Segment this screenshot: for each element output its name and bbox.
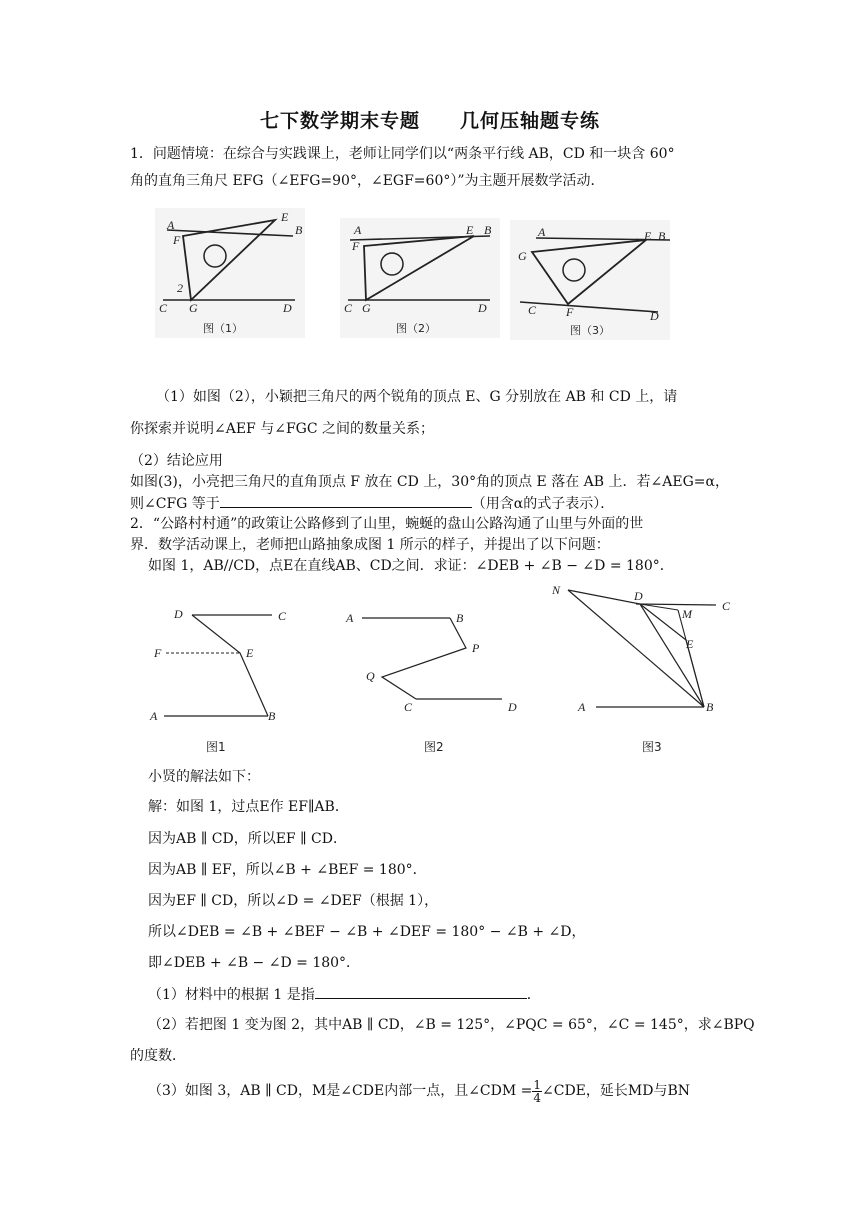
q2-answer-blank[interactable] <box>315 983 527 999</box>
q2-part1 <box>148 983 541 1006</box>
f3-label-d: D <box>650 309 659 323</box>
q2-figure-1 <box>140 600 300 760</box>
q2-part2-line1: （2）若把图 1 变为图 2，其中AB ∥ CD，∠B = 125°，∠PQC = 65°，∠C = 145°，求∠BPQ <box>148 1017 755 1033</box>
f3-label-e: E <box>644 229 652 243</box>
q1-part2-line2 <box>130 492 614 515</box>
q1-figure-3 <box>510 220 670 340</box>
q2-solution-step3: 因为AB ∥ EF，所以∠B + ∠BEF = 180°． <box>148 862 427 878</box>
g2-caption: 图2 <box>424 740 444 754</box>
q1-part2-line2-start: 则∠CFG 等于 <box>130 496 220 512</box>
f2-caption: 图（2） <box>396 322 436 335</box>
f3-caption: 图（3） <box>570 324 610 337</box>
q2-part1-end: ． <box>526 987 541 1003</box>
q2-part3-text-b: ∠CDE，延长MD与BN <box>542 1083 690 1099</box>
g1-label-c: C <box>278 609 287 623</box>
q2-problem-statement: 如图 1，AB//CD，点E在直线AB、CD之间．求证：∠DEB + ∠B − ∠D = 180°． <box>148 558 674 574</box>
f2-label-e: E <box>466 223 474 237</box>
q1-intro-line2: 角的直角三角尺 EFG（∠EFG=90°，∠EGF=60°）”为主题开展数学活动． <box>130 173 605 189</box>
q2-figure-3 <box>546 580 746 760</box>
q2-solution-step2: 因为AB ∥ CD，所以EF ∥ CD． <box>148 831 347 847</box>
q2-solution-intro: 小贤的解法如下： <box>148 769 260 785</box>
q2-part2-line2: 的度数． <box>130 1048 186 1064</box>
q1-part1-line2: 你探索并说明∠AEF 与∠FGC 之间的数量关系； <box>130 421 435 437</box>
q2-solution-step5: 所以∠DEB = ∠B + ∠BEF − ∠B + ∠DEF = 180° − ∠B + ∠D， <box>148 924 586 940</box>
g3-label-e: E <box>686 637 694 651</box>
f2-label-a: A <box>354 223 362 237</box>
g2-label-q: Q <box>366 669 375 683</box>
f3-label-a: A <box>538 225 546 239</box>
g1-label-f: F <box>154 646 162 660</box>
f1-label-f: F <box>173 233 181 247</box>
f1-label-d: D <box>283 301 292 315</box>
g2-label-a: A <box>346 611 354 625</box>
g1-caption: 图1 <box>206 740 226 754</box>
q1-answer-blank[interactable] <box>220 492 472 508</box>
q2-solution-step6: 即∠DEB + ∠B − ∠D = 180°． <box>148 955 361 971</box>
f3-label-c: C <box>528 303 537 317</box>
q1-figure-2 <box>340 218 500 338</box>
g2-label-b: B <box>456 611 464 625</box>
f1-label-2: 2 <box>177 281 183 295</box>
g1-label-b: B <box>268 709 276 723</box>
fraction-denominator: 4 <box>533 1090 542 1105</box>
g3-caption: 图3 <box>642 740 662 754</box>
q1-part2-heading: （2）结论应用 <box>130 453 223 469</box>
f1-label-c: C <box>159 301 168 315</box>
f3-label-g: G <box>518 249 527 263</box>
f2-label-c: C <box>344 301 353 315</box>
g3-label-m: M <box>682 607 692 621</box>
f2-label-f: F <box>352 239 360 253</box>
q1-part2-line2-end: （用含α的式子表示）． <box>471 496 615 512</box>
f1-caption: 图（1） <box>203 322 243 335</box>
g3-label-d: D <box>634 589 643 603</box>
g3-label-a: A <box>578 700 586 714</box>
f1-label-a: A <box>167 218 175 232</box>
f1-label-g: G <box>189 301 198 315</box>
g1-label-e: E <box>246 646 254 660</box>
f2-label-d: D <box>478 301 487 315</box>
q2-part3 <box>148 1076 690 1106</box>
q1-part1-line1: （1）如图（2），小颖把三角尺的两个锐角的顶点 E、G 分别放在 AB 和 CD 上，请 <box>156 389 678 405</box>
q2-solution-step1: 解：如图 1，过点E作 EF∥AB． <box>148 799 349 815</box>
q1-intro-line1: 1．问题情境：在综合与实践课上，老师让同学们以“两条平行线 AB，CD 和一块含 60° <box>130 146 675 162</box>
q2-intro-line2: 界．数学活动课上，老师把山路抽象成图 1 所示的样子，并提出了以下问题： <box>130 537 610 553</box>
g2-label-p: P <box>472 641 480 655</box>
fraction-one-quarter <box>532 1079 542 1104</box>
f2-label-b: B <box>484 223 492 237</box>
q2-part3-text-a: （3）如图 3，AB ∥ CD，M是∠CDE内部一点，且∠CDM = <box>148 1083 533 1099</box>
q2-intro-line1: 2．“公路村村通”的政策让公路修到了山里，蜿蜒的盘山公路沟通了山里与外面的世 <box>130 516 644 532</box>
page-title: 七下数学期末专题 几何压轴题专练 <box>259 110 600 132</box>
g3-label-c: C <box>722 599 731 613</box>
f2-label-g: G <box>362 301 371 315</box>
g2-label-c: C <box>404 700 413 714</box>
q2-solution-step4: 因为EF ∥ CD，所以∠D = ∠DEF（根据 1）， <box>148 893 439 909</box>
g1-label-a: A <box>150 709 158 723</box>
q2-figure-2 <box>338 600 528 760</box>
g1-label-d: D <box>174 607 183 621</box>
q1-part2-line1: 如图(3)，小亮把三角尺的直角顶点 F 放在 CD 上，30°角的顶点 E 落在 AB 上．若∠AEG=α， <box>130 474 729 490</box>
fraction-numerator: 1 <box>533 1077 542 1092</box>
q1-figure-1 <box>155 208 305 338</box>
f3-label-f: F <box>566 305 574 319</box>
f1-label-b: B <box>295 223 303 237</box>
g3-label-b: B <box>706 700 714 714</box>
g2-label-d: D <box>508 700 517 714</box>
q2-part1-text: （1）材料中的根据 1 是指 <box>148 987 315 1003</box>
f1-label-e: E <box>281 210 289 224</box>
f3-label-b: B <box>658 229 666 243</box>
g3-label-n: N <box>552 583 561 597</box>
